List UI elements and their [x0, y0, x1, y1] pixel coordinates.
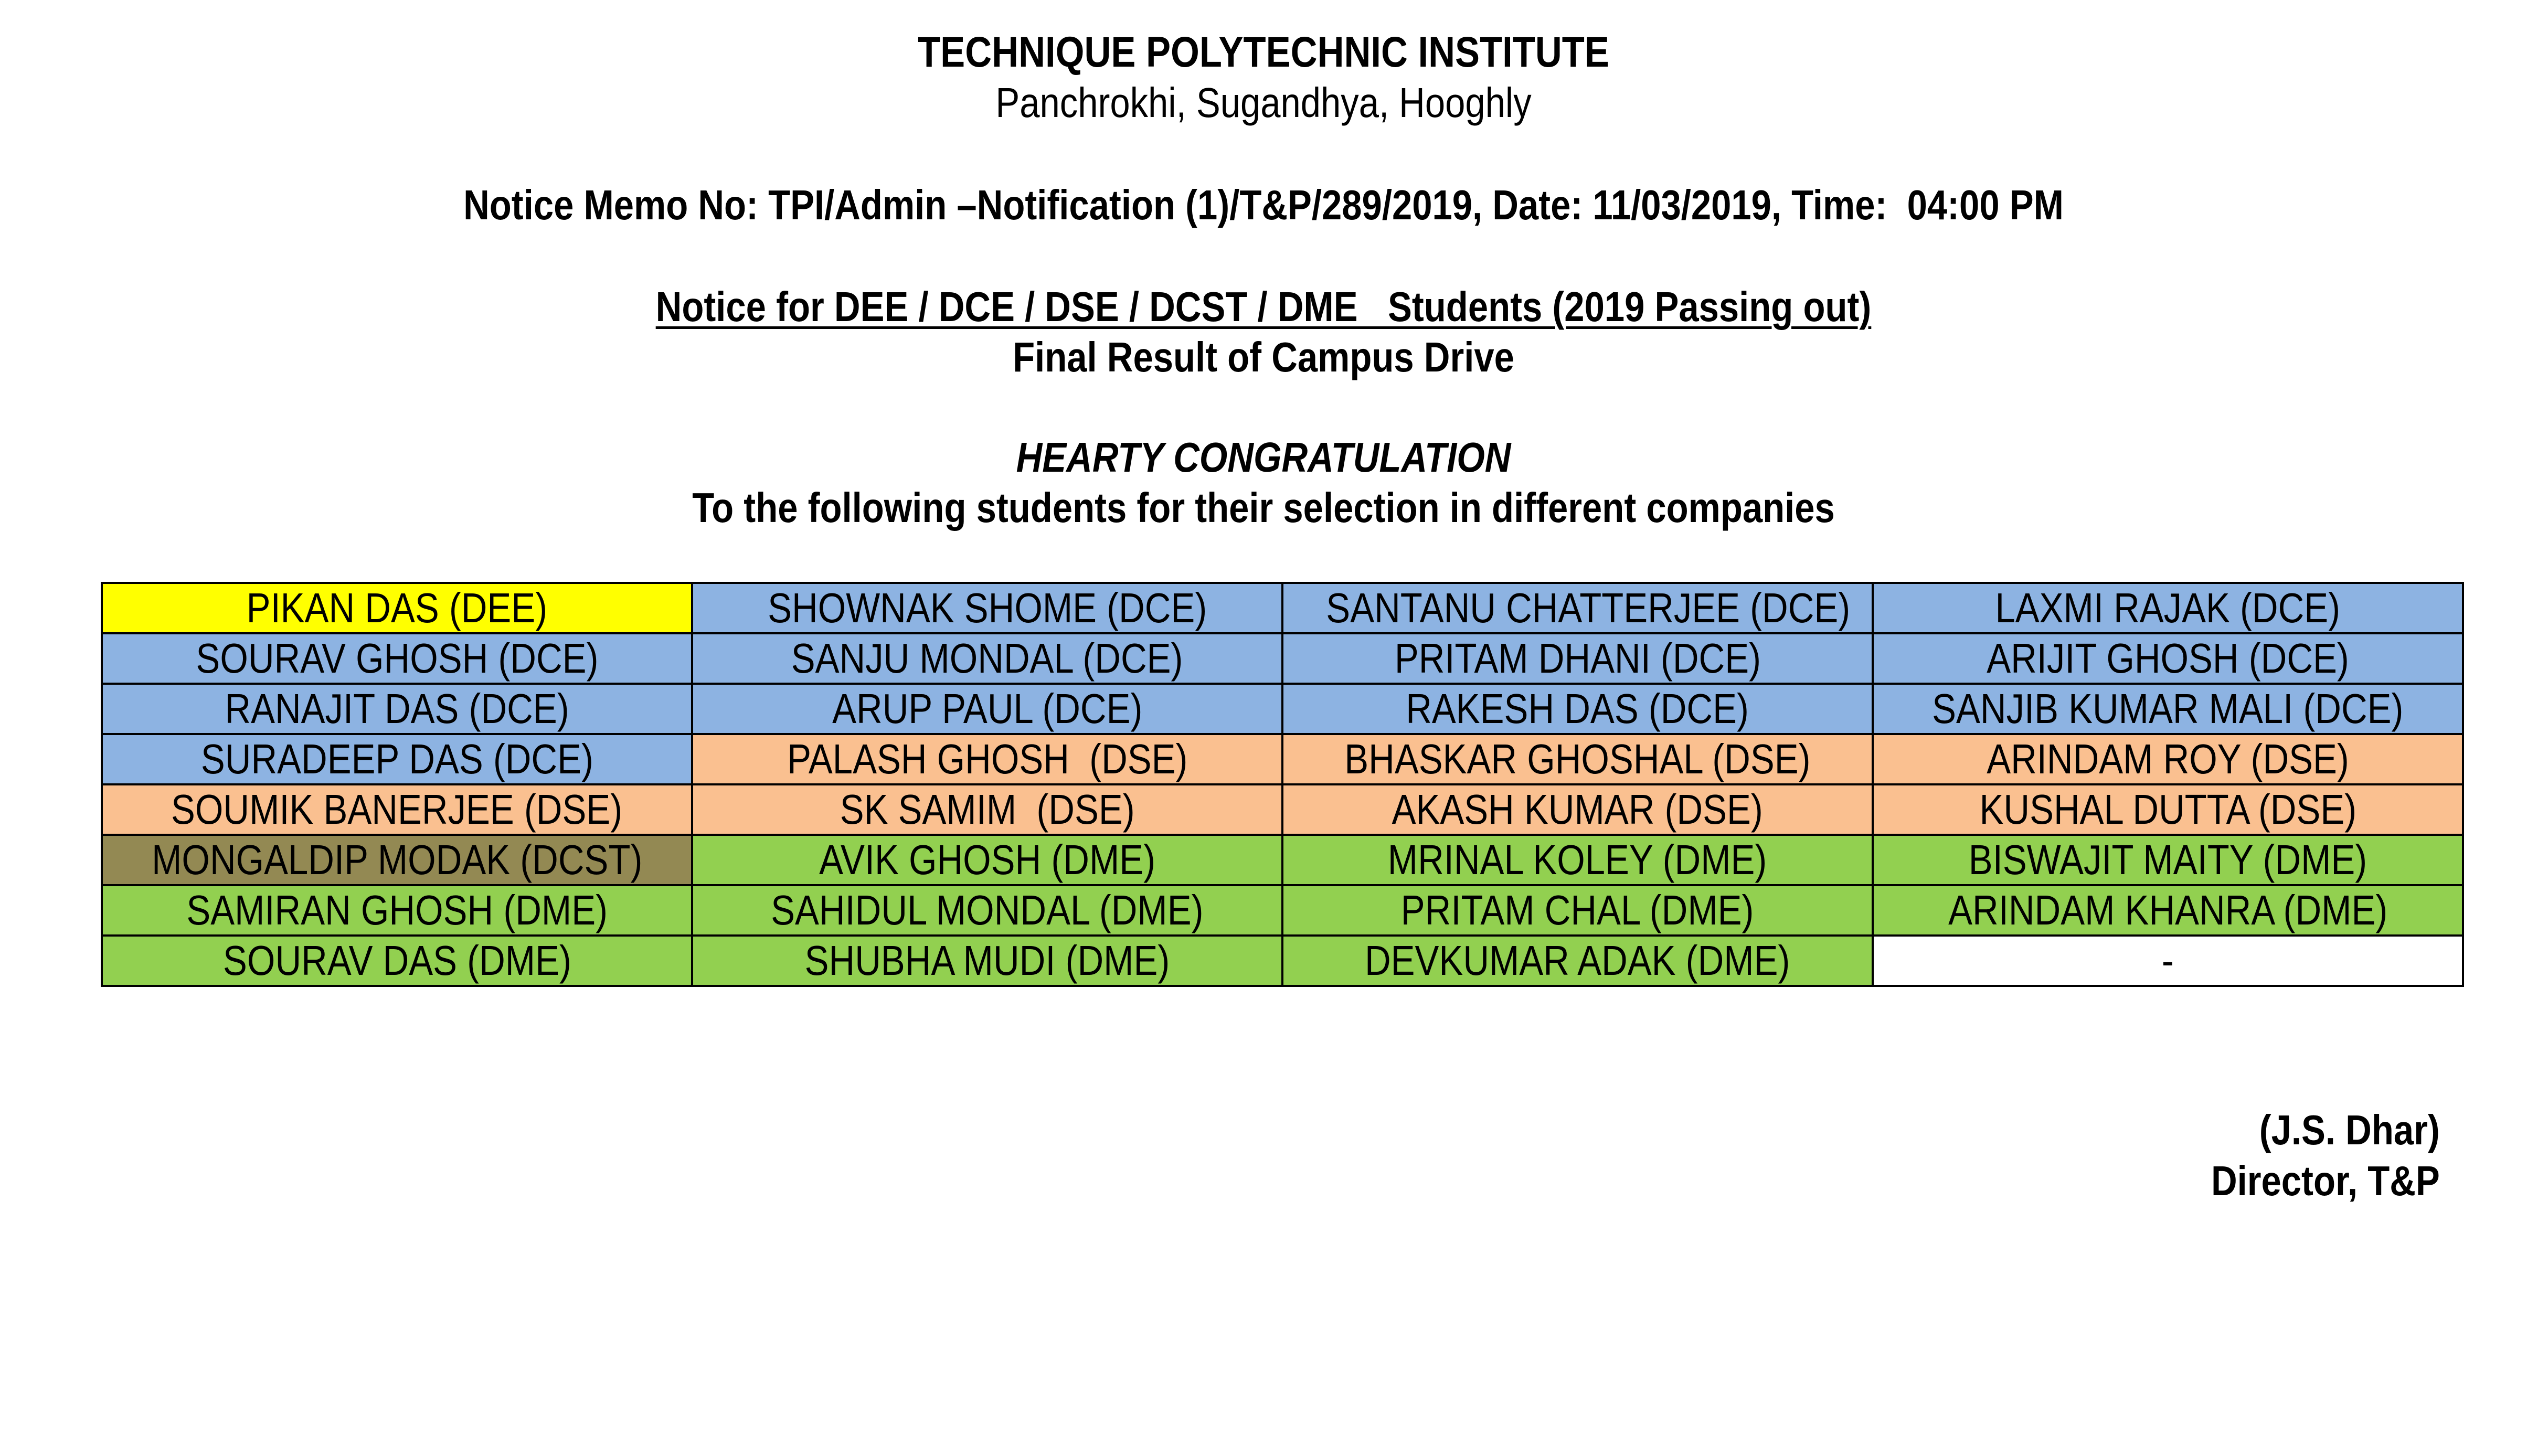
- student-name: SURADEEP DAS (DCE): [200, 736, 593, 782]
- congratulation-block: [0, 432, 2527, 533]
- signature-block: [2174, 1104, 2440, 1206]
- student-cell: [1873, 936, 2463, 986]
- table-row: [102, 734, 2463, 784]
- student-cell: [102, 633, 692, 684]
- student-cell: [692, 684, 1282, 734]
- student-name: BHASKAR GHOSHAL (DSE): [1344, 736, 1811, 782]
- student-name: AKASH KUMAR (DSE): [1392, 786, 1764, 833]
- student-name: KUSHAL DUTTA (DSE): [1979, 786, 2356, 833]
- student-name: ARUP PAUL (DCE): [832, 685, 1143, 732]
- student-name: RAKESH DAS (DCE): [1406, 685, 1749, 732]
- student-cell: [1282, 583, 1873, 633]
- student-cell: [1282, 784, 1873, 835]
- student-name: PRITAM DHANI (DCE): [1394, 635, 1761, 682]
- student-name: SK SAMIM (DSE): [840, 786, 1135, 833]
- student-name: LAXMI RAJAK (DCE): [1995, 584, 2341, 631]
- student-name: SHOWNAK SHOME (DCE): [767, 584, 1207, 631]
- student-name: ARINDAM ROY (DSE): [1987, 736, 2349, 782]
- institute-address: Panchrokhi, Sugandhya, Hooghly: [995, 79, 1532, 126]
- notice-memo-line: Notice Memo No: TPI/Admin –Notification (1)/T&P/289/2019, Date: 11/03/2019, Time: 04:00 PM: [463, 182, 2064, 228]
- student-name: PRITAM CHAL (DME): [1401, 887, 1754, 933]
- student-name: PALASH GHOSH (DSE): [787, 736, 1188, 782]
- table-row: [102, 885, 2463, 936]
- student-cell: [692, 936, 1282, 986]
- student-cell: [1873, 734, 2463, 784]
- notice-title-block: [0, 282, 2527, 382]
- student-cell: [692, 633, 1282, 684]
- institute-header: [0, 27, 2527, 128]
- student-cell: [1282, 885, 1873, 936]
- student-cell: [692, 734, 1282, 784]
- student-name: -: [2162, 937, 2174, 984]
- student-cell: [102, 936, 692, 986]
- notice-title: Notice for DEE / DCE / DSE / DCST / DME Students (2019 Passing out): [655, 283, 1872, 330]
- congratulation-subheading: To the following students for their selection in different companies: [692, 484, 1835, 531]
- student-name: MONGALDIP MODAK (DCST): [151, 836, 643, 883]
- student-name: ARINDAM KHANRA (DME): [1948, 887, 2388, 933]
- student-name: SOUMIK BANERJEE (DSE): [171, 786, 623, 833]
- table-row: [102, 633, 2463, 684]
- student-cell: [102, 583, 692, 633]
- student-cell: [102, 784, 692, 835]
- notice-subtitle: Final Result of Campus Drive: [1013, 334, 1514, 380]
- student-name: DEVKUMAR ADAK (DME): [1365, 937, 1790, 984]
- student-cell: [1873, 684, 2463, 734]
- student-cell: [692, 835, 1282, 885]
- student-cell: [102, 734, 692, 784]
- student-cell: [1282, 936, 1873, 986]
- student-name: AVIK GHOSH (DME): [819, 836, 1155, 883]
- table-row: [102, 684, 2463, 734]
- student-cell: [102, 885, 692, 936]
- student-name: MRINAL KOLEY (DME): [1388, 836, 1767, 883]
- student-name: ARIJIT GHOSH (DCE): [1987, 635, 2349, 682]
- student-name: SAHIDUL MONDAL (DME): [771, 887, 1204, 933]
- student-name: SOURAV DAS (DME): [222, 937, 571, 984]
- student-name: SOURAV GHOSH (DCE): [195, 635, 599, 682]
- institute-name: TECHNIQUE POLYTECHNIC INSTITUTE: [918, 28, 1609, 76]
- table-row: [102, 835, 2463, 885]
- student-cell: [1873, 835, 2463, 885]
- congratulation-heading: HEARTY CONGRATULATION: [1016, 434, 1511, 481]
- results-table-body: [102, 583, 2463, 986]
- student-cell: [1282, 734, 1873, 784]
- signatory-title: Director, T&P: [2211, 1157, 2440, 1204]
- student-name: SANTANU CHATTERJEE (DCE): [1326, 584, 1851, 631]
- student-name: SANJU MONDAL (DCE): [791, 635, 1183, 682]
- student-cell: [102, 684, 692, 734]
- student-cell: [102, 835, 692, 885]
- student-cell: [1282, 684, 1873, 734]
- student-cell: [1873, 784, 2463, 835]
- student-name: PIKAN DAS (DEE): [246, 584, 548, 631]
- memo-block: [0, 180, 2527, 230]
- student-name: SAMIRAN GHOSH (DME): [186, 887, 608, 933]
- student-cell: [1873, 885, 2463, 936]
- student-cell: [1873, 633, 2463, 684]
- signatory-name: (J.S. Dhar): [2259, 1107, 2440, 1153]
- student-cell: [1873, 583, 2463, 633]
- student-cell: [692, 885, 1282, 936]
- table-row: [102, 784, 2463, 835]
- table-row: [102, 936, 2463, 986]
- student-cell: [1282, 633, 1873, 684]
- table-row: [102, 583, 2463, 633]
- student-name: SANJIB KUMAR MALI (DCE): [1932, 685, 2404, 732]
- student-name: SHUBHA MUDI (DME): [804, 937, 1170, 984]
- student-cell: [692, 583, 1282, 633]
- student-name: BISWAJIT MAITY (DME): [1968, 836, 2367, 883]
- student-name: RANAJIT DAS (DCE): [225, 685, 569, 732]
- selected-students-table: [101, 582, 2464, 987]
- student-cell: [692, 784, 1282, 835]
- student-cell: [1282, 835, 1873, 885]
